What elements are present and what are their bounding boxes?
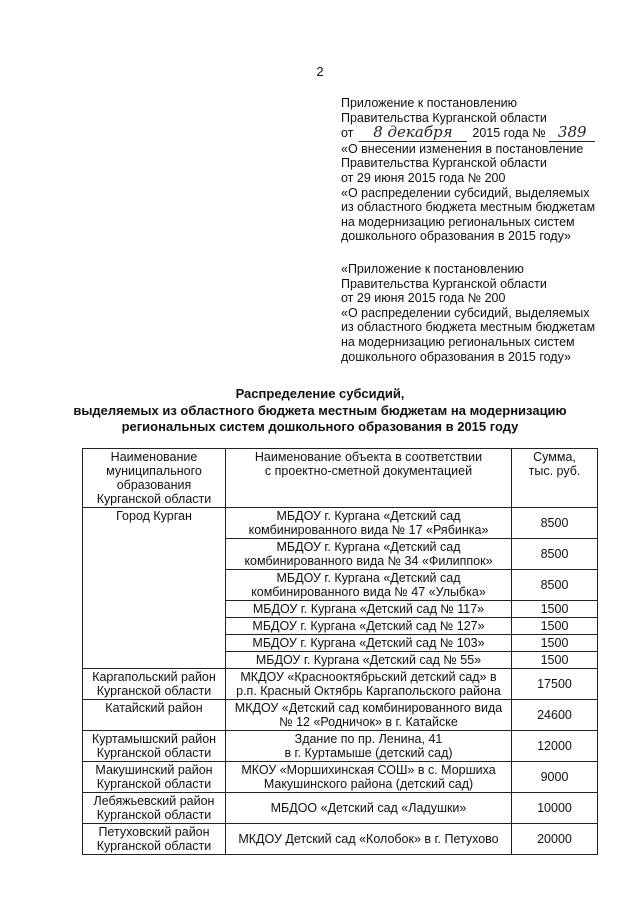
object-cell: МКОУ «Моршихинская СОШ» в с. Моршиха Макушинского района (детский сад) <box>226 762 512 793</box>
object-cell: МКДОУ Детский сад «Колобок» в г. Петухово <box>226 824 512 855</box>
annex-line: от 29 июня 2015 года № 200 <box>341 291 506 306</box>
sum-cell: 8500 <box>512 539 598 570</box>
object-cell: МКДОУ «Краснооктябрьский детский сад» в р.п. Красный Октябрь Каргапольского района <box>226 669 512 700</box>
annex-line: на модернизацию региональных систем <box>341 214 575 229</box>
title-line: региональных систем дошкольного образования в 2015 году <box>121 419 519 434</box>
annex-line: Приложение к постановлению <box>341 96 517 110</box>
object-cell: МБДОУ г. Кургана «Детский сад № 103» <box>226 635 512 652</box>
object-cell: МБДОУ г. Кургана «Детский сад комбинированного вида № 17 «Рябинка» <box>226 508 512 539</box>
sum-cell: 12000 <box>512 731 598 762</box>
annex-line: «О внесении изменения в постановление <box>341 141 584 156</box>
sum-cell: 1500 <box>512 635 598 652</box>
municipality-cell: Петуховский район Курганской области <box>83 824 226 855</box>
title-line: выделяемых из областного бюджета местным бюджетам на модернизацию <box>73 402 567 418</box>
annex-line: на модернизацию региональных систем <box>341 334 575 349</box>
handwritten-date: 8 декабря <box>373 123 453 142</box>
annex-line: от 29 июня 2015 года № 200 <box>341 170 506 185</box>
sum-cell: 1500 <box>512 601 598 618</box>
table-row <box>83 793 598 824</box>
municipality-cell: Макушинский район Курганской области <box>83 762 226 793</box>
title-line: Распределение субсидий, <box>235 386 405 401</box>
annex-line: «О распределении субсидий, выделяемых <box>341 305 590 320</box>
subsidy-table <box>82 448 598 855</box>
object-cell: МБДОО «Детский сад «Ладушки» <box>226 793 512 824</box>
object-cell: МБДОУ г. Кургана «Детский сад № 55» <box>226 652 512 669</box>
sum-cell: 1500 <box>512 652 598 669</box>
table-row <box>83 508 598 539</box>
annex-line: из областного бюджета местным бюджетам <box>341 200 596 215</box>
table-row <box>83 762 598 793</box>
sum-cell: 1500 <box>512 618 598 635</box>
municipality-cell: Город Курган <box>83 508 226 669</box>
object-cell: МБДОУ г. Кургана «Детский сад комбинированного вида № 47 «Улыбка» <box>226 570 512 601</box>
annex-header-original <box>341 262 640 364</box>
sum-cell: 10000 <box>512 793 598 824</box>
sum-cell: 20000 <box>512 824 598 855</box>
annex-line: «О распределении субсидий, выделяемых <box>341 185 590 200</box>
table-row <box>83 824 598 855</box>
annex-header-amendment <box>341 96 640 244</box>
sum-cell: 9000 <box>512 762 598 793</box>
table-row <box>83 731 598 762</box>
annex-line: дошкольного образования в 2015 году» <box>341 349 571 364</box>
object-cell: МКДОУ «Детский сад комбинированного вида № 12 «Родничок» в г. Катайске <box>226 700 512 731</box>
annex-line: Правительства Курганской области <box>341 110 547 125</box>
object-cell: Здание по пр. Ленина, 41 в г. Куртамыше (детский сад) <box>226 731 512 762</box>
page-number: 2 <box>316 64 324 79</box>
municipality-cell: Катайский район <box>83 700 226 731</box>
sum-cell: 24600 <box>512 700 598 731</box>
annex-line: Правительства Курганской области <box>341 156 547 171</box>
object-cell: МБДОУ г. Кургана «Детский сад № 127» <box>226 618 512 635</box>
annex-line: Правительства Курганской области <box>341 276 547 291</box>
date-prefix: от <box>341 126 354 141</box>
sum-cell: 8500 <box>512 508 598 539</box>
municipality-cell: Каргапольский район Курганской области <box>83 669 226 700</box>
object-cell: МБДОУ г. Кургана «Детский сад комбинированного вида № 34 «Филиппок» <box>226 539 512 570</box>
annex-line: из областного бюджета местным бюджетам <box>341 320 596 335</box>
document-title <box>60 386 580 436</box>
municipality-cell: Лебяжьевский район Курганской области <box>83 793 226 824</box>
annex-line: «Приложение к постановлению <box>341 262 524 276</box>
date-suffix: 2015 года № <box>472 126 546 141</box>
handwritten-number: 389 <box>557 123 587 142</box>
header-municipality: Наименование муниципального образования Курганской области <box>83 449 226 508</box>
table-row <box>83 669 598 700</box>
sum-cell: 8500 <box>512 570 598 601</box>
sum-cell: 17500 <box>512 669 598 700</box>
header-sum: Сумма, тыс. руб. <box>512 449 598 508</box>
annex-date-line <box>341 125 640 142</box>
annex-line: дошкольного образования в 2015 году» <box>341 229 571 244</box>
object-cell: МБДОУ г. Кургана «Детский сад № 117» <box>226 601 512 618</box>
table-header-row <box>83 449 598 508</box>
header-object: Наименование объекта в соответствии с проектно-сметной документацией <box>226 449 512 508</box>
municipality-cell: Куртамышский район Курганской области <box>83 731 226 762</box>
table-row <box>83 700 598 731</box>
